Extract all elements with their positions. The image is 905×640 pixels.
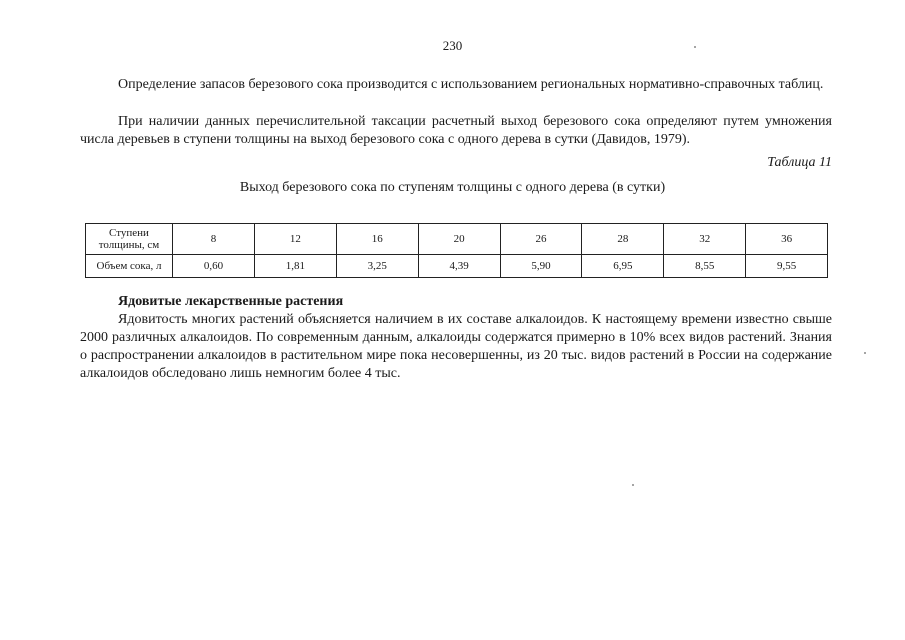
- thickness-cell: 12: [254, 224, 336, 255]
- volume-cell: 5,90: [500, 255, 582, 278]
- paragraph-alkaloids: Ядовитость многих растений объясняется наличием в их составе алкалоидов. К настоящему времени известно свыше 2000 различных алкалоидов. По современным данным, алкалоиды содержатся примерно в 10% всех видов растений. Знания о распространении алкалоидов в растительном мире пока несовершенны, из 20 тыс. видов растений в России на содержание алкалоидов обследовано лишь немногим более 4 тыс.: [80, 312, 832, 381]
- sap-yield-table: [85, 223, 828, 278]
- thickness-cell: 28: [582, 224, 664, 255]
- volume-cell: 6,95: [582, 255, 664, 278]
- scan-speck: [864, 352, 866, 354]
- row-header-thickness: Ступени толщины, см: [86, 224, 173, 255]
- thickness-cell: 16: [336, 224, 418, 255]
- volume-cell: 0,60: [173, 255, 255, 278]
- section-title: Ядовитые лекарственные растения: [118, 294, 344, 309]
- volume-cell: 8,55: [664, 255, 746, 278]
- page-number: 230: [442, 38, 463, 53]
- thickness-cell: 26: [500, 224, 582, 255]
- thickness-cell: 8: [173, 224, 255, 255]
- table-row-thickness: [86, 224, 828, 255]
- table-title: Выход березового сока по ступеням толщины с одного дерева (в сутки): [239, 180, 666, 195]
- row-header-volume: Объем сока, л: [86, 255, 173, 278]
- thickness-cell: 36: [746, 224, 828, 255]
- thickness-cell: 20: [418, 224, 500, 255]
- scan-speck: [632, 484, 634, 486]
- volume-cell: 3,25: [336, 255, 418, 278]
- table-row-volume: [86, 255, 828, 278]
- scan-speck: [694, 46, 696, 48]
- volume-cell: 1,81: [254, 255, 336, 278]
- paragraph-sap-calculation: При наличии данных перечислительной таксации расчетный выход березового сока определяют путем умножения числа деревьев в ступени толщины на выход березового сока с одного дерева в сутки (Давидов, 1979).: [80, 114, 832, 147]
- paragraph-sap-reserves: Определение запасов березового сока производится с использованием региональных нормативно-справочных таблиц.: [118, 77, 824, 92]
- volume-cell: 4,39: [418, 255, 500, 278]
- thickness-cell: 32: [664, 224, 746, 255]
- volume-cell: 9,55: [746, 255, 828, 278]
- table-label: Таблица 11: [767, 155, 832, 170]
